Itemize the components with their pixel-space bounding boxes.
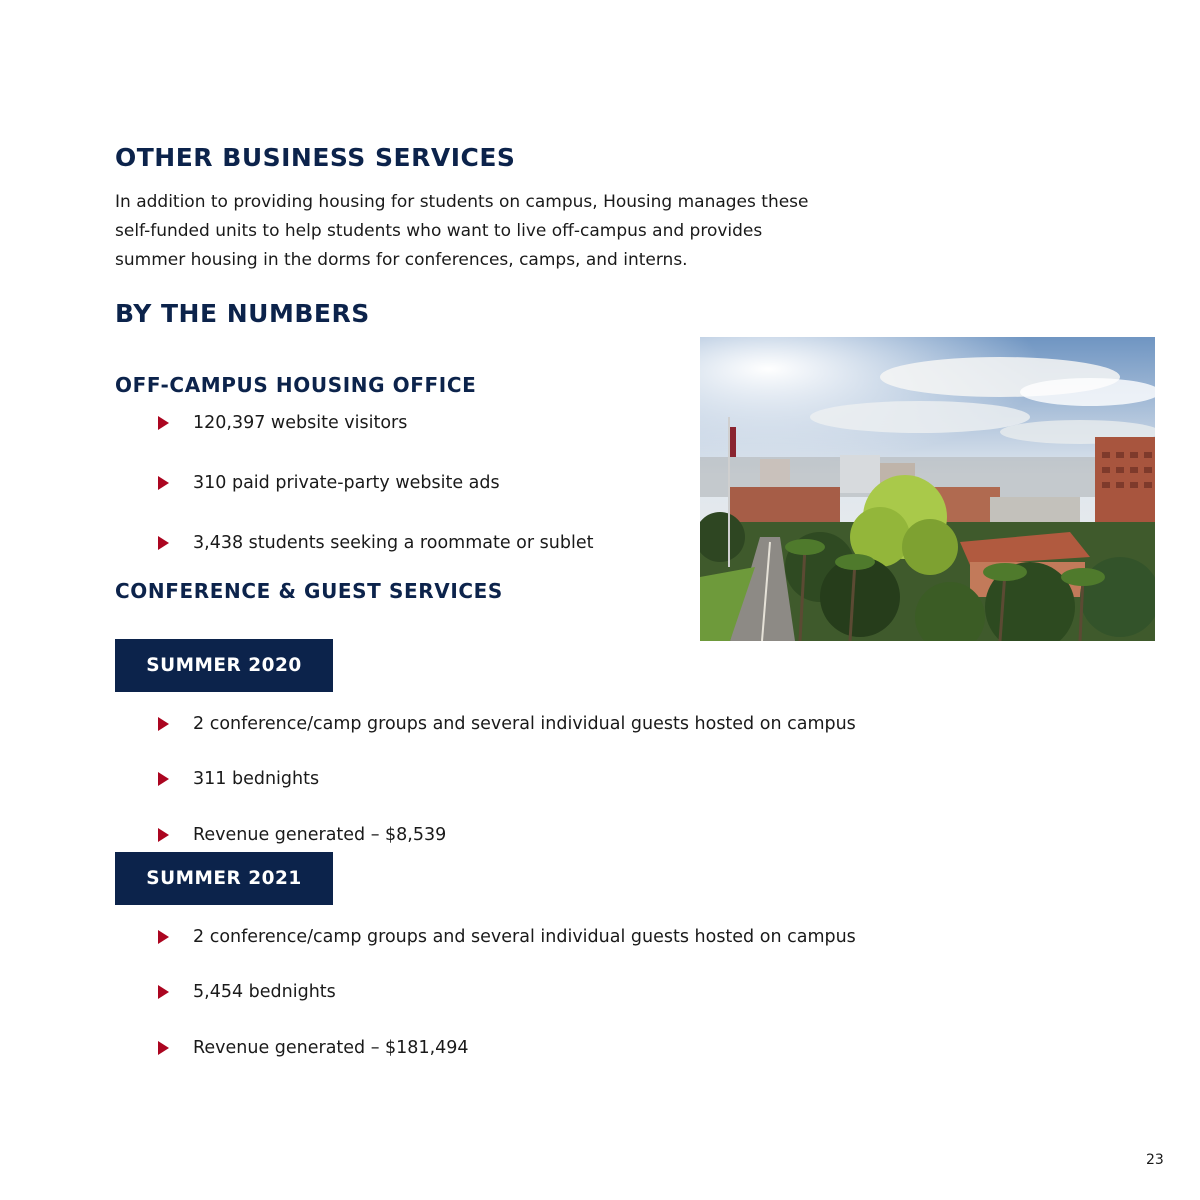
bullet-triangle-icon <box>158 772 169 786</box>
section-title: OTHER BUSINESS SERVICES <box>115 143 516 172</box>
list-item <box>158 533 593 553</box>
list-item <box>158 982 856 1002</box>
bullet-triangle-icon <box>158 930 169 944</box>
bullet-triangle-icon <box>158 717 169 731</box>
list-item <box>158 714 856 734</box>
page-number: 23 <box>1146 1152 1164 1168</box>
list-item-text: 120,397 website visitors <box>193 413 408 433</box>
bullet-triangle-icon <box>158 985 169 999</box>
list-item-text: 310 paid private-party website ads <box>193 473 500 493</box>
list-item <box>158 825 856 845</box>
campus-photo-illustration <box>700 337 1155 641</box>
bullet-triangle-icon <box>158 416 169 430</box>
conference-title: CONFERENCE & GUEST SERVICES <box>115 579 503 603</box>
list-item-text: Revenue generated – $181,494 <box>193 1038 469 1058</box>
bullet-triangle-icon <box>158 1041 169 1055</box>
campus-photo <box>700 337 1155 641</box>
summer-2021-badge: SUMMER 2021 <box>115 852 333 905</box>
intro-paragraph: In addition to providing housing for students on campus, Housing manages these self-funded units to help students who want to live off-campus and provides summer housing in the dorms for conferences, camps, and interns. <box>115 192 809 270</box>
list-item <box>158 413 593 433</box>
summer-2020-badge: SUMMER 2020 <box>115 639 333 692</box>
off-campus-title: OFF-CAMPUS HOUSING OFFICE <box>115 373 477 397</box>
bullet-triangle-icon <box>158 828 169 842</box>
list-item <box>158 473 593 493</box>
list-item <box>158 1038 856 1058</box>
list-item-text: Revenue generated – $8,539 <box>193 825 447 845</box>
list-item-text: 5,454 bednights <box>193 982 336 1002</box>
list-item-text: 3,438 students seeking a roommate or sublet <box>193 533 594 553</box>
list-item-text: 2 conference/camp groups and several individual guests hosted on campus <box>193 927 856 947</box>
list-item <box>158 927 856 947</box>
bullet-triangle-icon <box>158 536 169 550</box>
list-item <box>158 769 856 789</box>
by-the-numbers-title: BY THE NUMBERS <box>115 299 370 328</box>
list-item-text: 2 conference/camp groups and several individual guests hosted on campus <box>193 714 856 734</box>
list-item-text: 311 bednights <box>193 769 320 789</box>
bullet-triangle-icon <box>158 476 169 490</box>
